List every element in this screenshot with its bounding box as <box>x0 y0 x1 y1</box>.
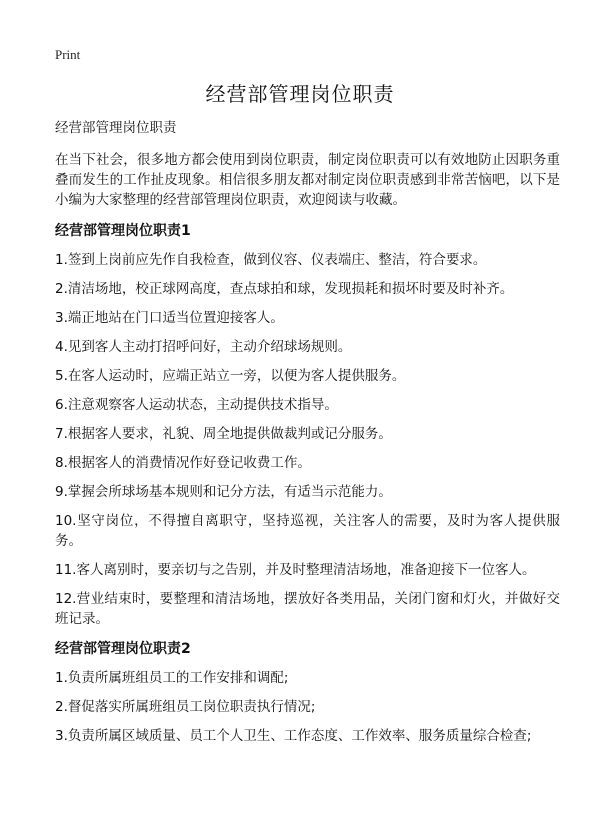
list-item: 8.根据客人的消费情况作好登记收费工作。 <box>55 455 311 471</box>
print-link[interactable]: Print <box>55 47 81 62</box>
list-item: 5.在客人运动时，应端正站立一旁，以便为客人提供服务。 <box>55 368 406 384</box>
list-item: 3.端正地站在门口适当位置迎接客人。 <box>55 310 284 326</box>
list-item: 1.负责所属班组员工的工作安排和调配; <box>55 670 289 686</box>
document-body <box>55 118 560 756</box>
list-item: 11.客人离别时，要亲切与之告别，并及时整理清洁场地，准备迎接下一位客人。 <box>55 562 536 578</box>
list-item: 7.根据客人要求，礼貌、周全地提供做裁判或记分服务。 <box>55 426 392 442</box>
list-item: 4.见到客人主动打招呼问好，主动介绍球场规则。 <box>55 339 352 355</box>
list-item: 1.签到上岗前应先作自我检查，做到仪容、仪表端庄、整洁，符合要求。 <box>55 252 487 268</box>
section-heading: 经营部管理岗位职责1 <box>55 223 191 239</box>
list-item: 2.督促落实所属班组员工岗位职责执行情况; <box>55 699 316 715</box>
list-item: 2.清洁场地，校正球网高度，查点球拍和球，发现损耗和损坏时要及时补齐。 <box>55 281 514 297</box>
section-heading: 经营部管理岗位职责2 <box>55 641 191 657</box>
duty-list <box>55 668 560 746</box>
list-item: 10.坚守岗位，不得擅自离职守，坚持巡视，关注客人的需要，及时为客人提供服务。 <box>55 513 560 549</box>
page-title: 经营部管理岗位职责 <box>205 82 395 106</box>
document-subtitle: 经营部管理岗位职责 <box>55 120 177 136</box>
list-item: 3.负责所属区域质量、员工个人卫生、工作态度、工作效率、服务质量综合检查; <box>55 728 532 744</box>
duty-section-2 <box>55 639 560 746</box>
duty-section-1 <box>55 221 560 629</box>
list-item: 9.掌握会所球场基本规则和记分方法，有适当示范能力。 <box>55 484 392 500</box>
intro-paragraph: 在当下社会，很多地方都会使用到岗位职责，制定岗位职责可以有效地防止因职务重叠而发生的工作扯皮现象。相信很多朋友都对制定岗位职责感到非常苦恼吧，以下是小编为大家整理的经营部管理岗位职责，欢迎阅读与收藏。 <box>55 152 560 208</box>
duty-list <box>55 250 560 629</box>
list-item: 6.注意观察客人运动状态，主动提供技术指导。 <box>55 397 338 413</box>
list-item: 12.营业结束时，要整理和清洁场地，摆放好各类用品，关闭门窗和灯火，并做好交班记录。 <box>55 591 560 627</box>
